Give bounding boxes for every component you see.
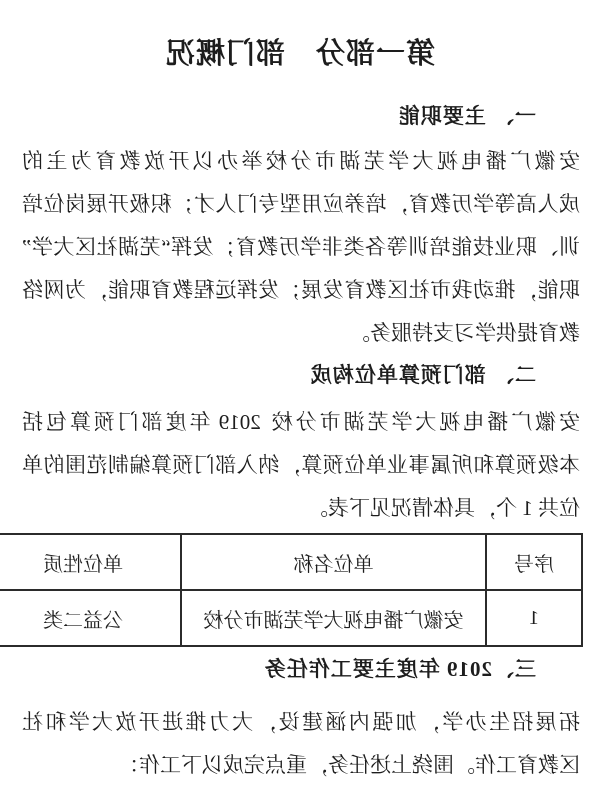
document-title: 第一部分 部门概况: [165, 38, 436, 70]
table-row: [0, 590, 582, 646]
paragraph-2019-work-tasks: [20, 701, 580, 787]
paragraph-line: 安徽广播电视大学芜湖市分校 2019 年度部门预算包括: [22, 410, 580, 434]
paragraph-line: 本级预算和所属事业单位预算，纳入部门预算编制范围的单: [22, 453, 580, 477]
section-heading-2019-work-tasks: 三、2019 年度主要工作任务: [263, 657, 536, 681]
paragraph-line: 安徽广播电视大学芜湖市分校举办以开放教育为主的: [22, 149, 580, 173]
table-header-serial-number: 序号: [486, 534, 582, 590]
paragraph-line: 训、职业技能培训等各类非学历教育；发挥“芜湖社区大学”: [22, 235, 580, 259]
table-header-unit-nature: 单位性质: [0, 534, 181, 590]
table-cell-unit-nature: 公益二类: [0, 590, 181, 646]
paragraph-line: 区教育工作。围绕上述任务，重点完成以下工作：: [118, 753, 580, 777]
table-header-row: [0, 534, 582, 590]
budget-units-table: [0, 533, 583, 647]
table-cell-serial-number: 1: [486, 590, 582, 646]
table-header-unit-name: 单位名称: [181, 534, 486, 590]
paragraph-line: 拓展招生办学，加强内涵建设，大力推进开放大学和社: [22, 710, 580, 734]
paragraph-budget-unit-composition: [20, 401, 580, 530]
paragraph-line: 位共 1 个，具体情况见下表。: [307, 496, 580, 520]
paragraph-line: 教育提供学习支持服务。: [349, 321, 580, 345]
section-heading-budget-unit-composition: 二、 部门预算单位构成: [309, 363, 536, 387]
paragraph-main-functions: [20, 140, 580, 355]
paragraph-line: 成人高等学历教育，培养应用型专门人才；积极开展岗位培: [22, 192, 580, 216]
table-cell-unit-name: 安徽广播电视大学芜湖市分校: [181, 590, 486, 646]
paragraph-line: 职能，推动我市社区教育发展；发挥远程教育职能，为网络: [22, 278, 580, 302]
section-heading-main-functions: 一、 主要职能: [397, 104, 536, 128]
